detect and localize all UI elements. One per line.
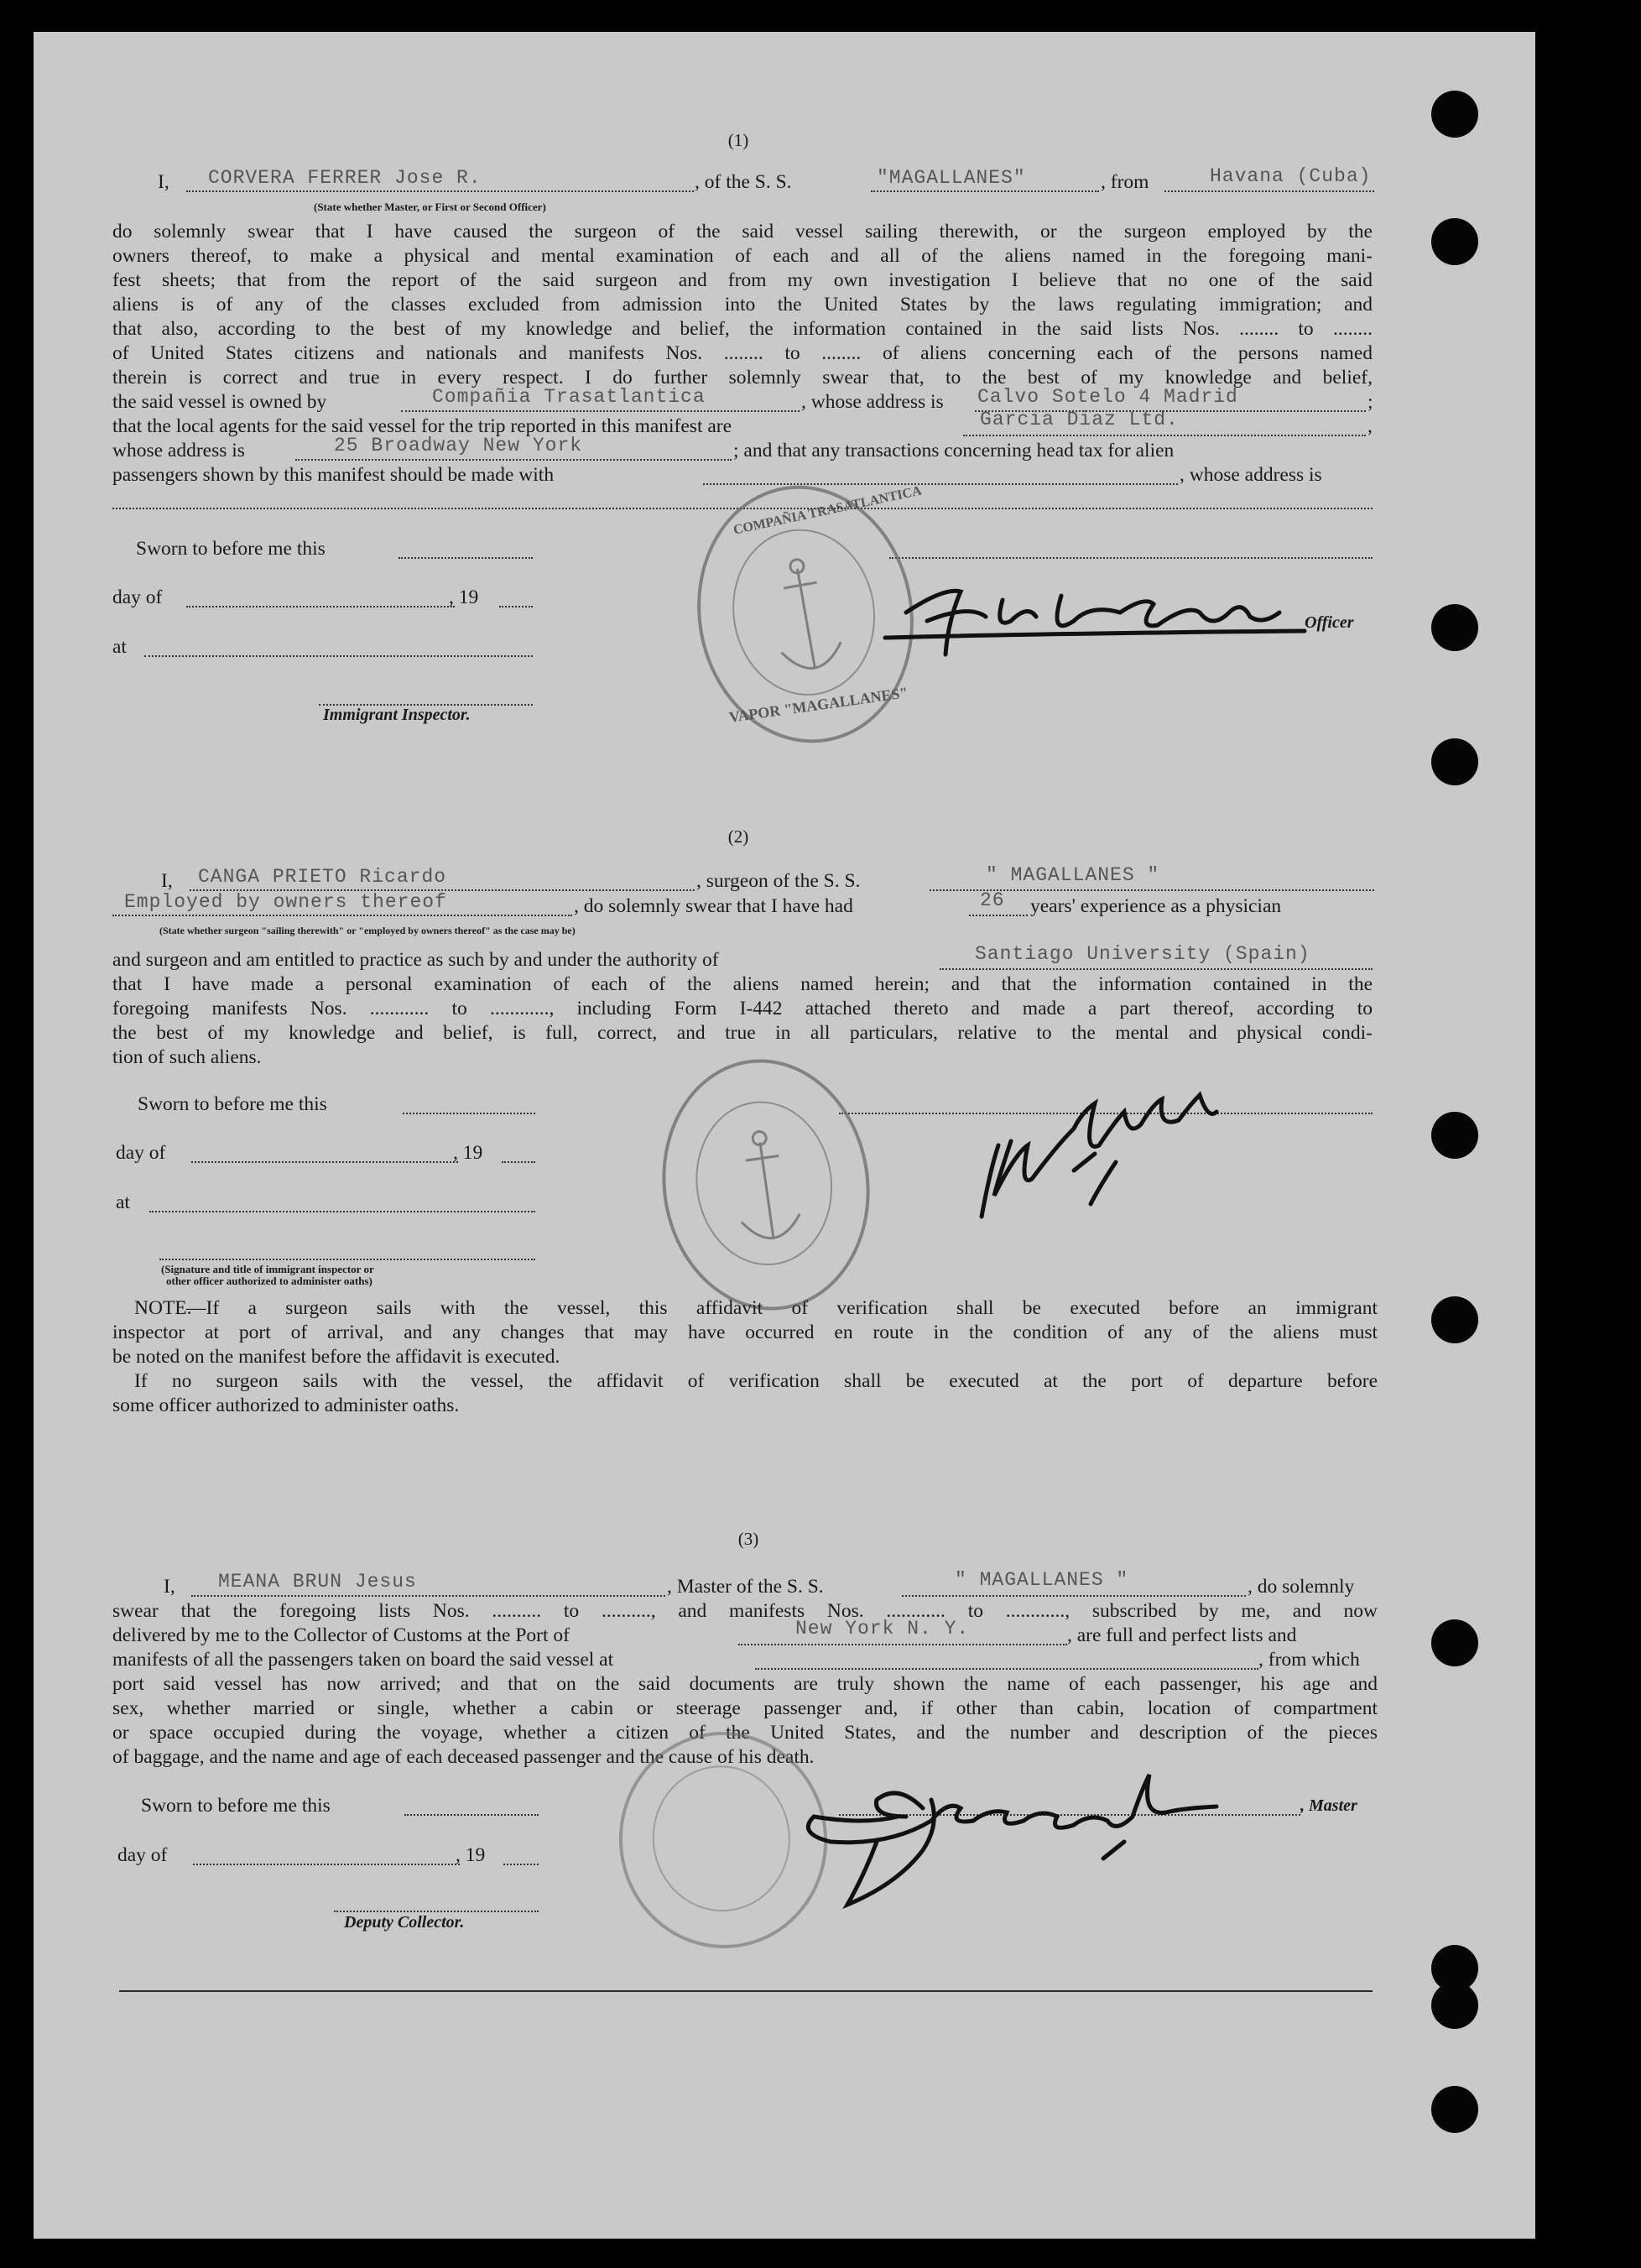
master-name-field: CORVERA FERRER Jose R. [208, 167, 482, 189]
field-caption: (State whether surgeon "sailing therewith" or "employed by owners thereof" as the case may be) [159, 925, 576, 936]
punch-hole [1431, 604, 1478, 651]
body-line: owners thereof, to make a physical and mental examination of each and all of the aliens named in the foregoing mani- [112, 245, 1373, 267]
punctuation: ; [1368, 391, 1373, 413]
fill-line [902, 1595, 1246, 1597]
year-label: , 19 [453, 1142, 483, 1164]
experience-label: years' experience as a physician [1030, 895, 1282, 917]
vessel-name-field: " MAGALLANES " [986, 864, 1160, 886]
master-name-field: MEANA BRUN Jesus [218, 1571, 417, 1593]
body-line: aliens is of any of the classes excluded from admission into the United States by the laws regulating immigration; and [112, 294, 1373, 315]
body-line: do solemnly swear that I have caused the surgeon of the said vessel sailing therewith, or the surgeon employed by the [112, 221, 1373, 242]
field-caption: (State whether Master, or First or Second Officer) [314, 201, 546, 213]
fill-line [403, 1113, 535, 1114]
port-label: delivered by me to the Collector of Customs at the Port of [112, 1624, 570, 1646]
sworn-label: Sworn to before me this [141, 1795, 331, 1817]
surgeon-of-label: , surgeon of the S. S. [696, 870, 861, 892]
fill-line [963, 435, 1366, 436]
of-ss-label: , of the S. S. [695, 171, 792, 193]
section-number: (2) [727, 826, 749, 847]
sworn-label: Sworn to before me this [138, 1093, 327, 1115]
fill-line [191, 1161, 458, 1163]
inspector-caption: Immigrant Inspector. [323, 706, 471, 724]
fill-line [295, 459, 732, 461]
body-line: swear that the foregoing lists Nos. .......... to .........., and manifests Nos. ............ to ............, subscribed by me, and now [112, 1600, 1378, 1622]
fill-line [193, 1864, 460, 1865]
note-line: —If a surgeon sails with the vessel, this affidavit of verification shall be executed before an immigrant [186, 1297, 1378, 1319]
signature-caption: other officer authorized to administer oaths) [166, 1275, 372, 1287]
manifests-label: manifests of all the passengers taken on board the said vessel at [112, 1649, 614, 1671]
body-line: sex, whether married or single, whether a cabin or steerage passenger and, if other than cabin, location of compartment [112, 1697, 1378, 1719]
stamp-bottom-text: VAPOR "MAGALLANES" [727, 684, 909, 726]
passengers-label: passengers shown by this manifest should be made with [112, 464, 555, 486]
employment-field: Employed by owners thereof [124, 891, 447, 913]
punch-hole [1431, 1112, 1478, 1159]
punch-hole [1431, 91, 1478, 138]
body-line: port said vessel has now arrived; and that on the said documents are truly shown the name of each passenger, his age and [112, 1673, 1378, 1695]
body-line: that also, according to the best of my knowledge and belief, the information contained in the said lists Nos. ........ to ........ [112, 318, 1373, 340]
section-number: (1) [727, 130, 749, 150]
master-signature [780, 1749, 1300, 1917]
day-of-label: day of [112, 587, 163, 608]
surgeon-signature [948, 1053, 1250, 1246]
owner-address-field: Calvo Sotelo 4 Madrid [977, 386, 1238, 408]
fill-line [503, 1864, 539, 1865]
body-line: foregoing manifests Nos. ............ to ............, including Form I-442 attached thereto and made a part thereof, according to [112, 998, 1373, 1019]
body-line: therein is correct and true in every respect. I do further solemnly swear that, to the best of my knowledge and belief, [112, 367, 1373, 388]
body-line: fest sheets; that from the report of the said surgeon and from my own investigation I believe that no one of the said [112, 269, 1373, 291]
fill-line [969, 915, 1028, 916]
punch-hole [1431, 218, 1478, 265]
fill-line [502, 1161, 535, 1163]
section-number: (3) [737, 1529, 759, 1549]
authority-field: Santiago University (Spain) [975, 943, 1310, 965]
fill-line [940, 968, 1373, 970]
year-label: , 19 [449, 587, 479, 608]
pronoun-i: I, [158, 171, 169, 193]
note-line: inspector at port of arrival, and any changes that may have occurred en route in the condition of any of the aliens must [112, 1322, 1378, 1343]
signature-caption: (Signature and title of immigrant inspector or [161, 1263, 374, 1275]
fill-line [191, 1595, 665, 1597]
company-stamp [646, 1045, 885, 1323]
master-of-label: , Master of the S. S. [667, 1576, 824, 1598]
owner-field: Compañia Trasatlantica [432, 386, 706, 408]
stamp-top-text: COMPAÑIA TRASATLANTICA [732, 483, 924, 538]
collector-caption: Deputy Collector. [344, 1913, 465, 1932]
fill-line [186, 190, 694, 192]
fill-line [399, 557, 533, 559]
fill-line [871, 190, 1099, 192]
sworn-label: Sworn to before me this [136, 538, 326, 560]
fill-line [499, 606, 533, 607]
from-which-label: , from which [1258, 1649, 1360, 1671]
year-label: , 19 [456, 1844, 486, 1866]
fill-line [334, 1911, 539, 1912]
authority-label: and surgeon and am entitled to practice as such by and under the authority of [112, 949, 719, 971]
solemnly-label: , do solemnly [1248, 1576, 1355, 1598]
whose-address-end: , whose address is [1180, 464, 1322, 486]
body-line: that I have made a personal examination of each of the aliens named herein; and that the information contained in the [112, 973, 1373, 995]
at-label: at [112, 636, 127, 658]
fill-line [401, 410, 800, 412]
officer-signature [868, 554, 1321, 671]
from-port-field: Havana (Cuba) [1210, 165, 1372, 187]
pronoun-i: I, [164, 1576, 175, 1598]
anchor-emblem-icon [650, 1050, 882, 1320]
bottom-rule [119, 1990, 1373, 1992]
fill-line [755, 1668, 1258, 1670]
port-field: New York N. Y. [795, 1618, 970, 1640]
fill-line [404, 1814, 539, 1816]
at-label: at [116, 1191, 130, 1213]
body-line: tion of such aliens. [112, 1046, 262, 1068]
agents-address-field: 25 Broadway New York [334, 435, 583, 456]
punch-hole [1431, 2086, 1478, 2133]
body-line: the best of my knowledge and belief, is full, correct, and true in all particulars, relative to the mental and physical condi- [112, 1022, 1373, 1044]
fill-line [159, 1259, 535, 1260]
body-line: of baggage, and the name and age of each deceased passenger and the cause of his death. [112, 1746, 815, 1768]
fill-line [149, 1211, 535, 1212]
note-line: some officer authorized to administer oaths. [112, 1395, 460, 1416]
head-tax-label: ; and that any transactions concerning head tax for alien [733, 440, 1175, 461]
agents-label: that the local agents for the said vessel for the trip reported in this manifest are [112, 415, 732, 437]
fill-line [112, 915, 572, 916]
from-label: , from [1101, 171, 1149, 193]
years-field: 26 [980, 889, 1005, 911]
punch-hole [1431, 738, 1478, 785]
fill-line [144, 655, 533, 657]
punctuation: , [1368, 415, 1373, 437]
vessel-name-field: "MAGALLANES" [877, 167, 1026, 189]
swear-text: , do solemnly swear that I have had [574, 895, 853, 917]
note-line: be noted on the manifest before the affidavit is executed. [112, 1346, 560, 1368]
vessel-name-field: " MAGALLANES " [955, 1569, 1129, 1591]
master-caption: , Master [1300, 1796, 1357, 1815]
day-of-label: day of [117, 1844, 168, 1866]
agents-field: Garcia Diaz Ltd. [980, 409, 1179, 430]
day-of-label: day of [116, 1142, 166, 1164]
punch-hole [1431, 1619, 1478, 1666]
owned-by-label: the said vessel is owned by [112, 391, 327, 413]
body-line: or space occupied during the voyage, whether a citizen of the United States, and the number and description of the pieces [112, 1722, 1378, 1744]
fill-line [1164, 190, 1374, 192]
fill-line [703, 483, 1178, 485]
note-line: If no surgeon sails with the vessel, the affidavit of verification shall be executed at the port of departure before [134, 1370, 1378, 1392]
pronoun-i: I, [161, 870, 173, 892]
officer-caption: Officer [1305, 613, 1354, 632]
fill-line [738, 1644, 1067, 1645]
surgeon-name-field: CANGA PRIETO Ricardo [198, 866, 447, 888]
full-perfect-label: , are full and perfect lists and [1067, 1624, 1297, 1646]
owner-address-label: , whose address is [801, 391, 944, 413]
note-label: NOTE. [134, 1297, 192, 1319]
fill-line [186, 606, 455, 607]
punch-hole [1431, 1982, 1478, 2029]
body-line: of United States citizens and nationals and manifests Nos. ........ to ........ of aliens concerning each of the persons named [112, 342, 1373, 364]
agents-address-label: whose address is [112, 440, 245, 461]
punch-hole [1431, 1296, 1478, 1343]
